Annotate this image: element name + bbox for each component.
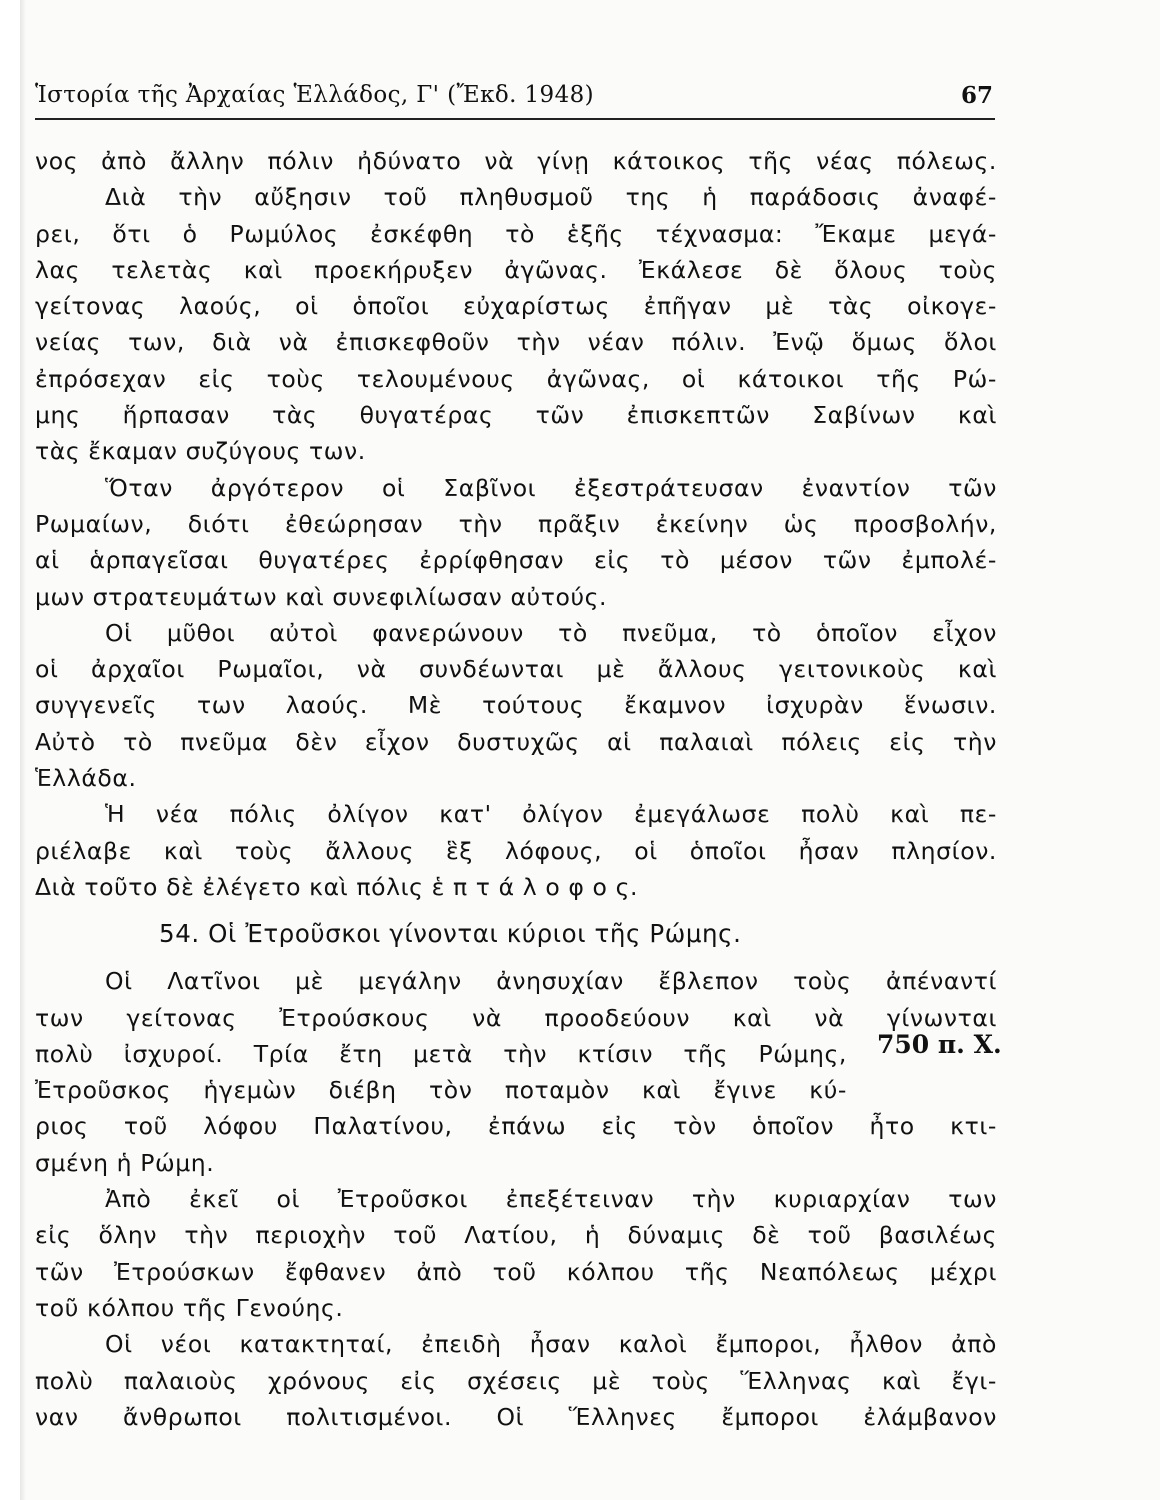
text-line: των γείτονας Ἐτρούσκους νὰ προοδεύουν καὶ νὰ γίνωνται [35,1003,997,1032]
text-line: σμένη ἡ Ρώμη. [35,1148,215,1177]
text-line: Ὅταν ἀργότερον οἱ Σαβῖνοι ἐξεστράτευσαν ἐναντίον τῶν [105,473,997,502]
text-line: Αὐτὸ τὸ πνεῦμα δὲν εἶχον δυστυχῶς αἱ παλαιαὶ πόλεις εἰς τὴν [35,727,997,756]
text-line: λας τελετὰς καὶ προεκήρυξεν ἀγῶνας. Ἐκάλεσε δὲ ὅλους τοὺς [35,255,997,284]
text-line: οἱ ἀρχαῖοι Ρωμαῖοι, νὰ συνδέωνται μὲ ἄλλους γειτονικοὺς καὶ [35,655,997,684]
text-line: Ρωμαίων, διότι ἐθεώρησαν τὴν πρᾶξιν ἐκείνην ὡς προσβολήν, [35,509,997,538]
text-line: Ἐτροῦσκος ἡγεμὼν διέβη τὸν ποταμὸν καὶ ἔγινε κύ- [35,1076,847,1105]
text-line: Ἑλλάδα. [35,764,137,793]
text-line: εἰς ὅλην τὴν περιοχὴν τοῦ Λατίου, ἡ δύναμις δὲ τοῦ βασιλέως [35,1221,997,1250]
page-gutter-shadow [20,0,26,1500]
text-line: πολὺ παλαιοὺς χρόνους εἰς σχέσεις μὲ τοὺς Ἕλληνας καὶ ἔγι- [35,1366,997,1395]
text-line: νος ἀπὸ ἄλλην πόλιν ἠδύνατο νὰ γίνῃ κάτοικος τῆς νέας πόλεως. [35,147,997,175]
page-number: 67 [960,82,993,109]
text-line: τὰς ἔκαμαν συζύγους των. [35,437,366,466]
text-line: νείας των, διὰ νὰ ἐπισκεφθοῦν τὴν νέαν πόλιν. Ἐνῷ ὅμως ὅλοι [35,328,997,357]
text-line: Διὰ τοῦτο δὲ ἐλέγετο καὶ πόλις ἑ π τ ά λ ο φ ο ς. [35,872,639,901]
text-line: μων στρατευμάτων καὶ συνεφιλίωσαν αὐτούς. [35,582,608,611]
text-line: αἱ ἁρπαγεῖσαι θυγατέρες ἐρρίφθησαν εἰς τὸ μέσον τῶν ἐμπολέ- [35,546,997,575]
main-text [35,143,997,1435]
text-line: γείτονας λαούς, οἱ ὁποῖοι εὐχαρίστως ἐπῆγαν μὲ τὰς οἰκογε- [35,292,997,321]
text-line: ριέλαβε καὶ τοὺς ἄλλους ἓξ λόφους, οἱ ὁποῖοι ἦσαν πλησίον. [35,836,997,865]
header-title: Ἱστορία τῆς Ἀρχαίας Ἑλλάδος, Γ' (Ἔκδ. 1948) [35,82,595,108]
text-line: ριος τοῦ λόφου Παλατίνου, ἐπάνω εἰς τὸν ὁποῖον ἦτο κτι- [35,1112,997,1141]
text-line: συγγενεῖς των λαούς. Μὲ τούτους ἔκαμνον ἰσχυρὰν ἕνωσιν. [35,691,997,720]
book-page [20,0,1160,1500]
section-heading: 54. Οἱ Ἐτροῦσκοι γίνονται κύριοι τῆς Ρώμης. [159,919,742,949]
text-line: Διὰ τὴν αὔξησιν τοῦ πληθυσμοῦ της ἡ παράδοσις ἀναφέ- [105,183,997,212]
text-line: πολὺ ἰσχυροί. Τρία ἔτη μετὰ τὴν κτίσιν τῆς Ρώμης, [35,1039,847,1068]
text-line: ρει, ὅτι ὁ Ρωμύλος ἐσκέφθη τὸ ἑξῆς τέχνασμα: Ἔκαμε μεγά- [35,219,997,248]
running-header [35,78,995,120]
text-line: Οἱ Λατῖνοι μὲ μεγάλην ἀνησυχίαν ἔβλεπον τοὺς ἀπέναντί [105,967,997,996]
text-line: Οἱ μῦθοι αὐτοὶ φανερώνουν τὸ πνεῦμα, τὸ ὁποῖον εἶχον [105,618,997,647]
margin-date-note: 750 π. Χ. [877,1030,1002,1059]
text-line: ναν ἄνθρωποι πολιτισμένοι. Οἱ Ἕλληνες ἔμποροι ἐλάμβανον [35,1402,997,1431]
text-line: μης ἥρπασαν τὰς θυγατέρας τῶν ἐπισκεπτῶν Σαβίνων καὶ [35,401,997,430]
text-line: Ἀπὸ ἐκεῖ οἱ Ἐτροῦσκοι ἐπεξέτειναν τὴν κυριαρχίαν των [105,1185,997,1214]
text-line: τῶν Ἐτρούσκων ἔφθανεν ἀπὸ τοῦ κόλπου τῆς Νεαπόλεως μέχρι [35,1257,997,1286]
text-line: Οἱ νέοι κατακτηταί, ἐπειδὴ ἦσαν καλοὶ ἔμποροι, ἦλθον ἀπὸ [105,1330,997,1359]
text-line: ἐπρόσεχαν εἰς τοὺς τελουμένους ἀγῶνας, οἱ κάτοικοι τῆς Ρώ- [35,364,997,393]
text-line: Ἡ νέα πόλις ὀλίγον κατ' ὀλίγον ἐμεγάλωσε πολὺ καὶ πε- [105,800,997,829]
text-line: τοῦ κόλπου τῆς Γενούης. [35,1293,344,1322]
